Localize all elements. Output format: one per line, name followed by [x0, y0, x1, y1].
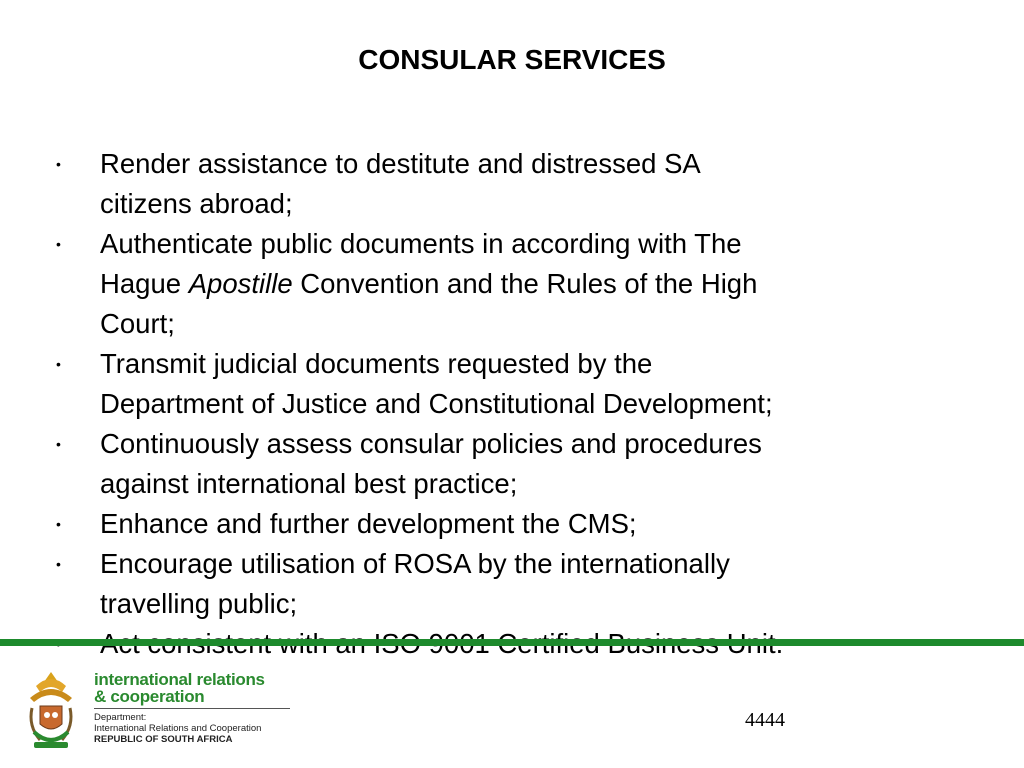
bullet-text-line: Convention and the Rules of the High [292, 268, 758, 299]
bullet-item [56, 144, 956, 224]
bullet-dot-icon: • [56, 436, 61, 452]
bullet-text-line: Department of Justice and Constitutional Development; [100, 388, 773, 419]
bullet-text-line: Authenticate public documents in according with The [100, 228, 742, 259]
bullet-dot-icon: • [56, 516, 61, 532]
bullet-text-line: travelling public; [100, 588, 298, 619]
dept-label: Department: [94, 712, 147, 723]
bullet-item [56, 544, 956, 624]
bullet-item [56, 344, 956, 424]
bullet-list [56, 144, 956, 664]
bullet-item [56, 504, 956, 544]
logo-text-line1: international relations [94, 670, 265, 689]
bullet-text-italic: Apostille [188, 268, 293, 299]
bullet-dot-icon: • [56, 556, 61, 572]
page-number: 4444 [745, 709, 785, 731]
logo-divider [94, 708, 290, 709]
department-logo [20, 668, 290, 753]
bullet-text-line: Encourage utilisation of ROSA by the internationally [100, 548, 730, 579]
bullet-text-line: citizens abroad; [100, 188, 293, 219]
bullet-dot-icon: • [56, 236, 61, 252]
bullet-text-line: Hague [100, 268, 189, 299]
bullet-text-line: Continuously assess consular policies and procedures [100, 428, 762, 459]
coat-of-arms-icon [20, 668, 82, 753]
bullet-text-line: against international best practice; [100, 468, 518, 499]
bullet-item [56, 424, 956, 504]
country-name: REPUBLIC OF SOUTH AFRICA [94, 734, 233, 745]
bullet-text-line: Render assistance to destitute and distressed SA [100, 148, 701, 179]
logo-text-line2: & cooperation [94, 687, 205, 706]
bullet-text-line: Enhance and further development the CMS; [100, 508, 637, 539]
bullet-dot-icon: • [56, 356, 61, 372]
bullet-text-line: Transmit judicial documents requested by the [100, 348, 653, 379]
bullet-dot-icon: • [56, 156, 61, 172]
footer-divider [0, 639, 1024, 646]
bullet-text-line: Court; [100, 308, 175, 339]
dept-name: International Relations and Cooperation [94, 723, 262, 734]
bullet-item [56, 224, 956, 344]
slide-title: CONSULAR SERVICES [358, 44, 666, 75]
